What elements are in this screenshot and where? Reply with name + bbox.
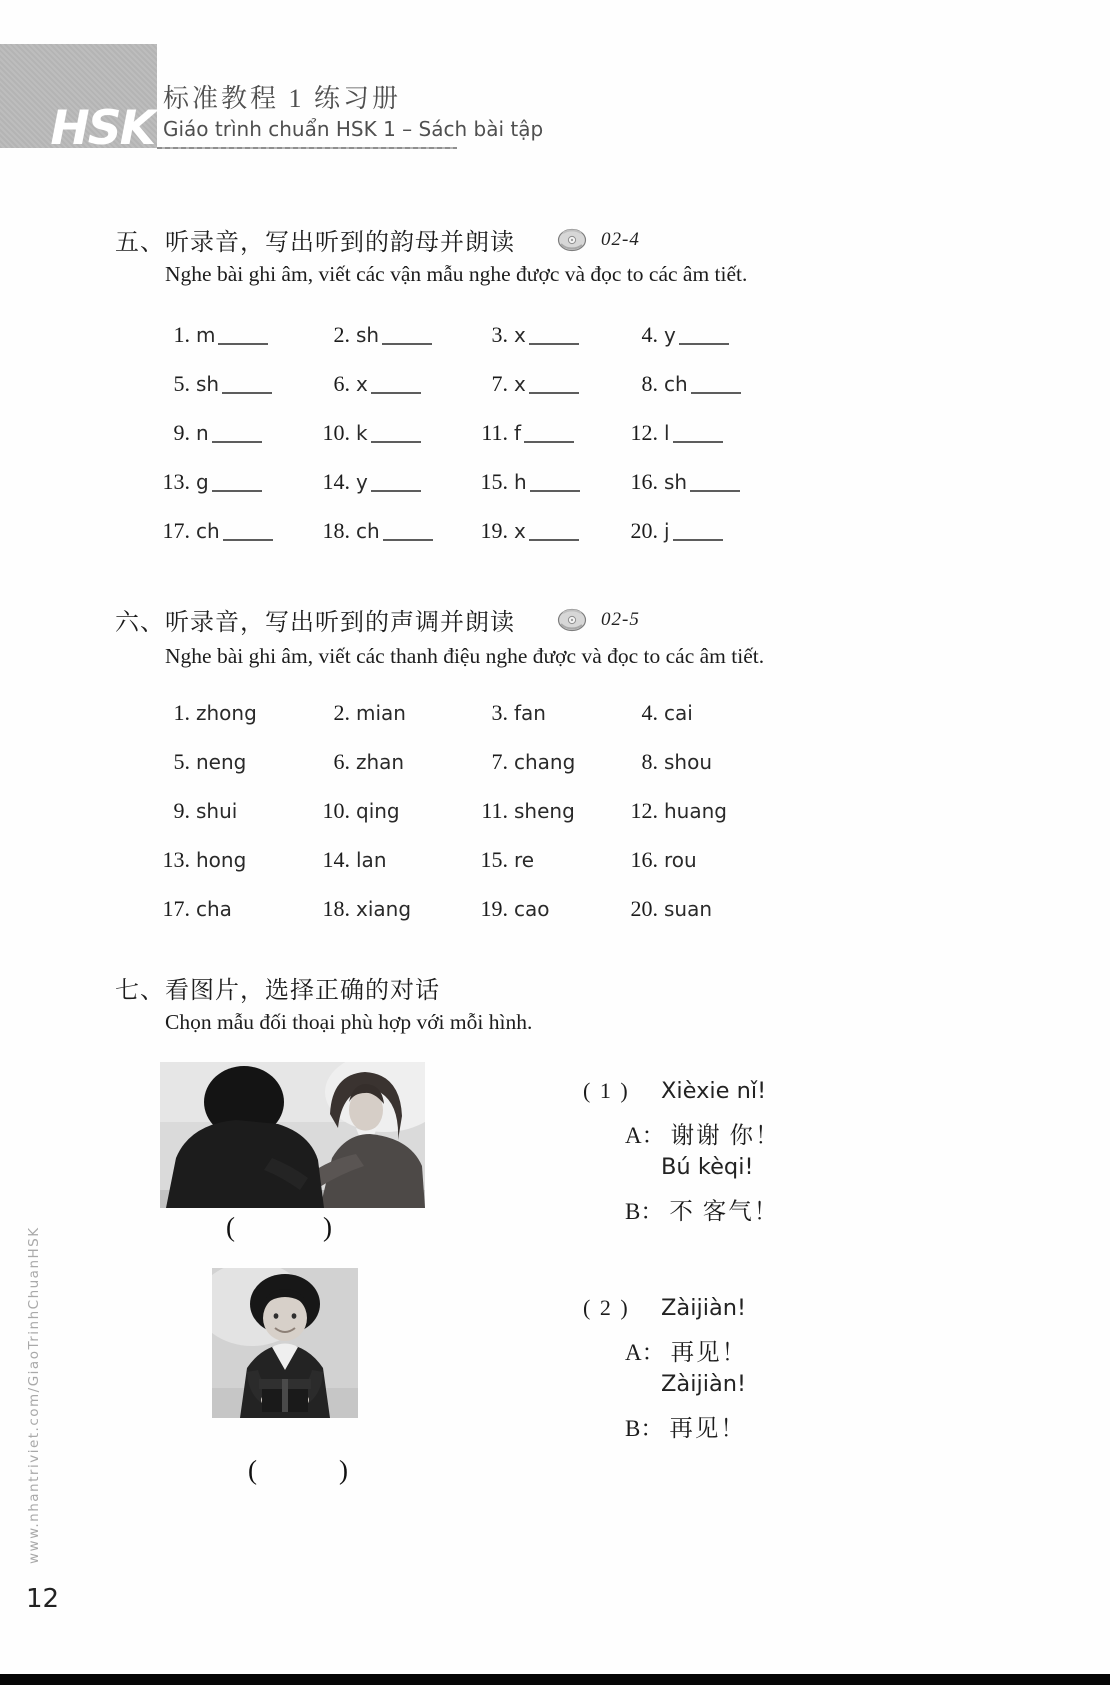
item-number: 3. [491,322,508,347]
side-watermark-url: www.nhantriviet.com/GiaoTrinhChuanHSK [26,1226,42,1564]
exercise-item [466,469,616,518]
exercise-item [616,896,786,945]
answer-blank-line[interactable] [673,427,723,443]
answer-blank-line[interactable] [679,329,729,345]
item-text: sh [356,323,380,347]
item-text: h [514,470,527,494]
exercise-item [148,896,308,945]
item-number: 11. [481,798,508,823]
item-number: 5. [173,749,190,774]
exercise-item [148,371,308,420]
paren-open: ( [226,1212,235,1242]
item-text: chang [514,750,576,774]
hsk-logo [0,44,157,156]
exercise-item [616,700,786,749]
item-number: 13. [162,847,190,872]
item-text: x [356,372,368,396]
section5-heading [115,222,640,257]
dialogue-pinyin-text: Zàijiàn! [661,1295,747,1321]
item-number: 4. [641,322,658,347]
item-text: x [514,372,526,396]
exercise-item [466,749,616,798]
audio-track-label: 02-4 [601,228,640,250]
answer-blank-line[interactable] [212,476,262,492]
exercise-item [616,798,786,847]
exercise-item [148,798,308,847]
item-number: 4. [641,700,658,725]
item-text: sheng [514,799,575,823]
exercise-item [616,749,786,798]
item-number: 15. [480,847,508,872]
section7-heading [115,970,440,1005]
item-text: n [196,421,209,445]
item-number: 10. [322,420,350,445]
item-text: sh [664,470,688,494]
item-text: y [356,470,368,494]
exercise-item [308,847,466,896]
item-number: 9. [173,420,190,445]
paren-open: ( [248,1455,257,1485]
item-text: cha [196,897,232,921]
item-number: 12. [630,420,658,445]
page-number: 12 [26,1584,60,1614]
exercise-item [308,749,466,798]
item-text: m [196,323,216,347]
exercise-item [308,322,466,371]
item-number: 1. [173,700,190,725]
dialogue-speaker-label: B： [625,1416,664,1441]
paren-close: ) [323,1212,332,1242]
dialogue-line [583,1116,781,1154]
dialogue-speaker-label: B： [625,1199,664,1224]
bottom-edge-bar [0,1674,1110,1685]
dialogue-speaker-label: A： [625,1340,665,1365]
item-number: 7. [491,371,508,396]
exercise-item [466,420,616,469]
answer-blank-line[interactable] [529,329,579,345]
item-text: l [664,421,670,445]
item-number: 17. [162,518,190,543]
answer-blank-line[interactable] [371,378,421,394]
section6-item-grid [148,700,786,945]
exercise-item [148,847,308,896]
item-text: cai [664,701,693,725]
exercise-item [308,700,466,749]
item-number: 8. [641,371,658,396]
book-title-chinese: 标准教程 1 练习册 [163,84,402,113]
exercise-item [616,469,786,518]
section5-title: 五、听录音，写出听到的韵母并朗读 [115,230,515,256]
item-number: 17. [162,896,190,921]
dialogue-line [583,1371,747,1409]
item-text: zhan [356,750,405,774]
item-number: 8. [641,749,658,774]
item-number: 2. [333,700,350,725]
exercise-item [308,896,466,945]
dialogue-line [583,1154,781,1192]
exercise-item [308,371,466,420]
item-number: 20. [630,896,658,921]
exercise-item [466,518,616,567]
answer-blank-line[interactable] [222,378,272,394]
item-text: lan [356,848,387,872]
item-text: ch [664,372,688,396]
dialogue-option-2 [583,1295,747,1447]
section6-instruction-vietnamese: Nghe bài ghi âm, viết các thanh điệu nghe được và đọc to các âm tiết. [165,644,765,668]
section5-instruction-vietnamese: Nghe bài ghi âm, viết các vận mẫu nghe được và đọc to các âm tiết. [165,262,748,286]
exercise-item [466,896,616,945]
paren-close: ) [339,1455,348,1485]
dialogue-number: ( 2 ) [583,1295,630,1320]
dialogue-line [583,1192,781,1230]
cd-audio-icon [557,228,587,252]
answer-blank-line[interactable] [529,378,579,394]
item-text: re [514,848,535,872]
exercise-item [148,322,308,371]
exercise-item [466,371,616,420]
exercise-item [308,469,466,518]
dialogue-chinese-text: 再见！ [670,1340,748,1366]
answer-blank-line[interactable] [530,476,580,492]
answer-blank-line[interactable] [383,525,433,541]
item-text: x [514,323,526,347]
dialogue-pinyin-text: Bú kèqi! [661,1154,754,1180]
exercise-item [616,322,786,371]
header-titles [163,84,543,142]
photo-gift [212,1268,358,1418]
answer-blank-line[interactable] [223,525,273,541]
item-number: 11. [481,420,508,445]
item-number: 20. [630,518,658,543]
item-text: huang [664,799,727,823]
exercise-item [308,798,466,847]
dialogue-number: ( 1 ) [583,1078,630,1103]
exercise-item [148,469,308,518]
item-text: k [356,421,368,445]
header-divider [157,147,457,149]
item-number: 7. [491,749,508,774]
exercise-item [148,749,308,798]
dialogue-line [583,1333,747,1371]
dialogue-line [583,1409,747,1447]
item-number: 16. [630,469,658,494]
item-text: ch [196,519,220,543]
item-number: 14. [322,847,350,872]
item-number: 1. [173,322,190,347]
cd-audio-icon [557,608,587,632]
item-text: y [664,323,676,347]
item-number: 5. [173,371,190,396]
dialogue-line [583,1078,781,1116]
dialogue-line [583,1295,747,1333]
item-text: neng [196,750,247,774]
exercise-item [616,420,786,469]
section5-item-grid [148,322,786,567]
answer-blank-line[interactable] [673,525,723,541]
item-number: 12. [630,798,658,823]
answer-blank-line[interactable] [529,525,579,541]
answer-parentheses[interactable] [226,1212,332,1243]
item-text: g [196,470,209,494]
item-text: xiang [356,897,412,921]
item-text: mian [356,701,406,725]
item-text: rou [664,848,697,872]
exercise-item [148,700,308,749]
answer-blank-line[interactable] [371,476,421,492]
dialogue-speaker-label: A： [625,1123,665,1148]
item-text: shui [196,799,238,823]
answer-parentheses[interactable] [248,1455,348,1486]
dialogue-chinese-text: 再见！ [669,1416,746,1442]
dialogue-chinese-text: 不 客气！ [669,1199,780,1225]
item-text: zhong [196,701,257,725]
dialogue-pinyin-text: Xièxie nǐ! [661,1078,767,1104]
answer-blank-line[interactable] [371,427,421,443]
item-text: f [514,421,522,445]
item-text: hong [196,848,247,872]
exercise-item [308,518,466,567]
exercise-item [466,798,616,847]
item-text: x [514,519,526,543]
item-text: suan [664,897,713,921]
item-number: 13. [162,469,190,494]
item-text: shou [664,750,713,774]
exercise-item [616,847,786,896]
item-text: cao [514,897,550,921]
item-number: 18. [322,896,350,921]
answer-blank-line[interactable] [382,329,432,345]
item-number: 6. [333,371,350,396]
item-number: 16. [630,847,658,872]
answer-blank-line[interactable] [690,476,740,492]
item-text: sh [196,372,220,396]
dialogue-pinyin-text: Zàijiàn! [661,1371,747,1397]
item-text: ch [356,519,380,543]
exercise-item [148,420,308,469]
audio-track-label: 02-5 [601,608,640,630]
item-number: 14. [322,469,350,494]
section6-heading [115,602,640,637]
exercise-item [148,518,308,567]
item-number: 19. [480,896,508,921]
exercise-item [616,371,786,420]
exercise-item [466,847,616,896]
item-number: 19. [480,518,508,543]
book-title-vietnamese: Giáo trình chuẩn HSK 1 – Sách bài tập [163,117,544,141]
item-number: 15. [480,469,508,494]
item-number: 3. [491,700,508,725]
dialogue-chinese-text: 谢谢 你！ [670,1123,781,1149]
answer-blank-line[interactable] [524,427,574,443]
section7-instruction-vietnamese: Chọn mẫu đối thoại phù hợp với mỗi hình. [165,1010,533,1034]
exercise-item [616,518,786,567]
item-number: 10. [322,798,350,823]
answer-blank-line[interactable] [212,427,262,443]
answer-blank-line[interactable] [218,329,268,345]
section7-title: 七、看图片，选择正确的对话 [115,978,440,1004]
exercise-item [308,420,466,469]
photo-handshake [160,1062,425,1208]
item-number: 2. [333,322,350,347]
item-number: 18. [322,518,350,543]
item-text: qing [356,799,400,823]
section6-title: 六、听录音，写出听到的声调并朗读 [115,610,515,636]
item-number: 9. [173,798,190,823]
item-text: j [664,519,670,543]
item-text: fan [514,701,546,725]
dialogue-option-1 [583,1078,781,1230]
answer-blank-line[interactable] [691,378,741,394]
item-number: 6. [333,749,350,774]
exercise-item [466,322,616,371]
hsk-logo-text: HSK [50,101,154,156]
exercise-item [466,700,616,749]
